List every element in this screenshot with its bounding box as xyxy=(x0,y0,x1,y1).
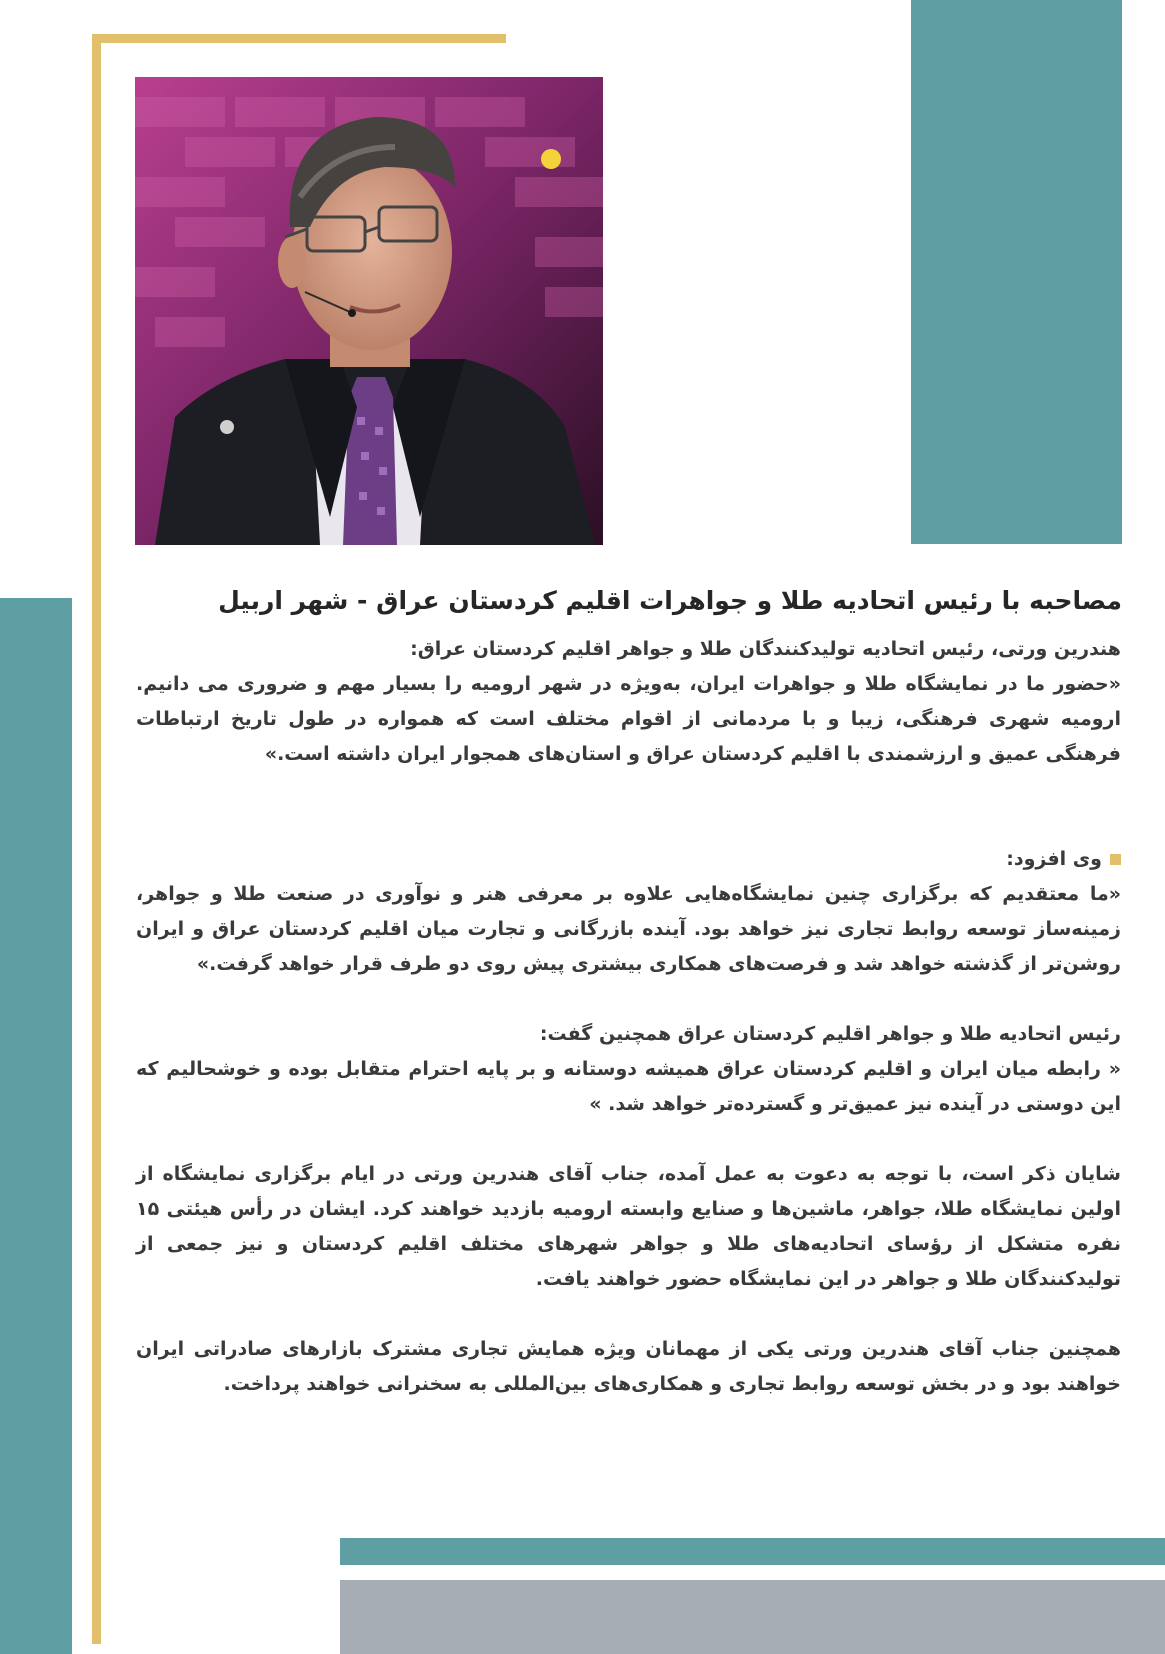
paragraph-text: همچنین جناب آقای هندرین ورتی یکی از مهمانان ویژه همایش تجاری مشترک بازارهای صادراتی ایران خواهند بود و در بخش توسعه روابط تجاری و همکاری‌های بین‌المللی به سخنرانی خواهند پرداخت. xyxy=(136,1338,1121,1395)
portrait-photo xyxy=(135,77,603,545)
article-body xyxy=(136,632,1121,1402)
paragraph-lead: هندرین ورتی، رئیس اتحادیه تولیدکنندگان طلا و جواهر اقلیم کردستان عراق: xyxy=(410,638,1121,660)
paragraph-quote: «ما معتقدیم که برگزاری چنین نمایشگاه‌هایی علاوه بر معرفی هنر و نوآوری در صنعت طلا و جواهر، زمینه‌ساز توسعه روابط تجاری نیز خواهد بود. آینده بازرگانی و تجارت میان اقلیم کردستان عراق و ایران روشن‌تر از گذشته خواهد شد و فرصت‌های همکاری بیشتری پیش روی دو طرف قرار خواهد گرفت.» xyxy=(136,883,1121,975)
square-bullet-icon xyxy=(1110,854,1121,865)
gold-frame-left-line xyxy=(92,34,101,1644)
paragraph-text: شایان ذکر است، با توجه به دعوت به عمل آمده، جناب آقای هندرین ورتی در ایام برگزاری نمایشگاه از اولین نمایشگاه طلا، جواهر، ماشین‌ها و صنایع وابسته ارومیه بازدید خواهند کرد. ایشان در رأس هیئتی ۱۵ نفره متشکل از رؤسای اتحادیه‌های طلا و جواهر شهرهای مختلف اقلیم کردستان و نیز جمعی از تولیدکنندگان طلا و جواهر در این نمایشگاه حضور خواهند یافت. xyxy=(136,1163,1121,1290)
paragraph-lead-bulleted xyxy=(136,842,1121,877)
article-title: مصاحبه با رئیس اتحادیه طلا و جواهرات اقلیم کردستان عراق - شهر اربیل xyxy=(218,586,1122,615)
bullet-lead-text: وی افزود: xyxy=(1006,848,1102,870)
teal-block-left xyxy=(0,598,72,1654)
gold-frame-top-line xyxy=(92,34,506,43)
paragraph-quote: « رابطه میان ایران و اقلیم کردستان عراق همیشه دوستانه و بر پایه احترام متقابل بوده و خوشحالیم که این دوستی در آینده نیز عمیق‌تر و گسترده‌تر خواهد شد. » xyxy=(136,1058,1121,1115)
paragraph-lead: رئیس اتحادیه طلا و جواهر اقلیم کردستان عراق همچنین گفت: xyxy=(539,1023,1121,1045)
paragraph-quote: «حضور ما در نمایشگاه طلا و جواهرات ایران، به‌ویژه در شهر ارومیه را بسیار مهم و ضروری می دانیم. ارومیه شهری فرهنگی، زیبا و با مردمانی از اقوام مختلف است که همواره در طول تاریخ ارتباطات فرهنگی عمیق و ارزشمندی با اقلیم کردستان عراق و استان‌های همجوار ایران داشته است.» xyxy=(136,673,1121,765)
teal-bar-bottom xyxy=(340,1538,1165,1565)
teal-block-top-right xyxy=(911,0,1122,544)
gray-bar-bottom xyxy=(340,1580,1165,1654)
